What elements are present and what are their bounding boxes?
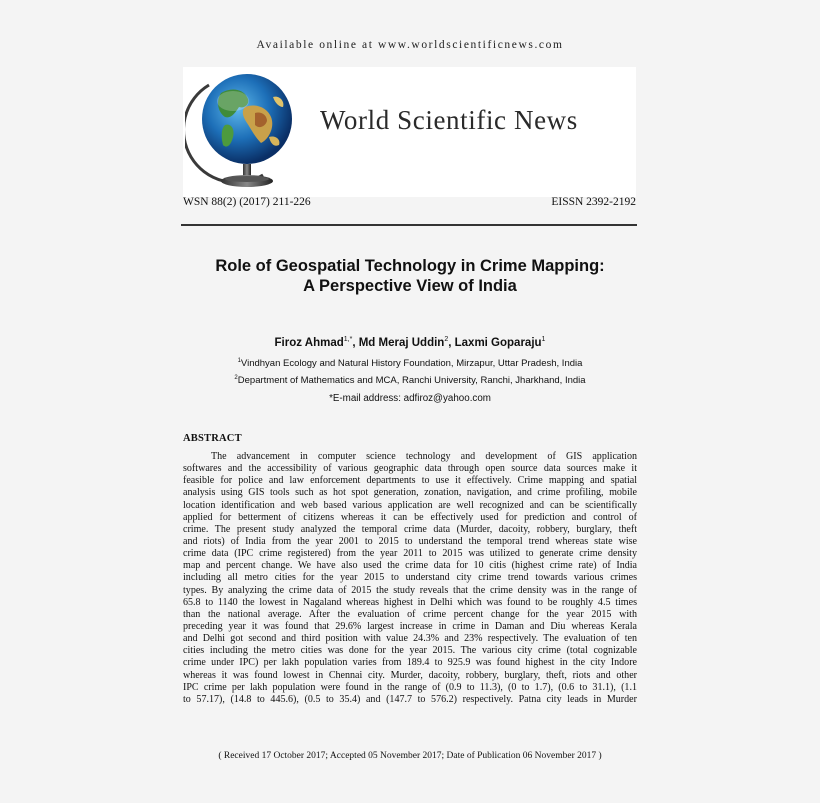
- paper-title-line-2: A Perspective View of India: [303, 277, 517, 295]
- abstract-line: cities including the metro cities was done for the year 2015. The various city crime (total cognizable: [183, 645, 637, 657]
- abstract-line: The advancement in computer science technology and development of GIS application: [211, 451, 637, 462]
- author-superscript: 1,*: [343, 336, 353, 343]
- abstract-line: and Delhi got second and third position with value 24.3% and 23% respectively. The evaluation of ten: [183, 633, 637, 645]
- abstract-line: analysis using GIS tools such as hot spot generation, zonation, navigation, and crime profiling, mobile: [183, 487, 637, 499]
- abstract-line: 65.8 to 1140 the lowest in Nagaland whereas highest in Delhi which was found to be roughly 4.5 times: [183, 596, 637, 608]
- abstract-line: applied for betterment of citizens whereas it can be effectively used for prediction and control of: [183, 511, 637, 523]
- author-separator: ,: [352, 337, 359, 349]
- affiliation-text: Department of Mathematics and MCA, Ranchi University, Ranchi, Jharkhand, India: [237, 375, 586, 386]
- abstract-line: types. By analyzing the crime data of 2015 the study reveals that the crime density was in the range of: [183, 584, 637, 596]
- abstract-line: and riots) of India from the year 2001 to 2015 to understand the temporal trend whereas state wise: [183, 535, 637, 547]
- abstract-line: softwares and the accessibility of various geographic data through open source data sources make it: [183, 463, 637, 475]
- author-superscript: 2: [444, 336, 449, 343]
- abstract-line: crime. The present study analyzed the temporal crime data (Murder, dacoity, robbery, burglary, theft: [183, 523, 637, 535]
- author-superscript: 1: [541, 336, 546, 343]
- journal-banner: [183, 67, 636, 197]
- header-rule: [181, 224, 637, 226]
- author-list: [160, 336, 660, 349]
- issue-line: [183, 196, 636, 212]
- author-separator: ,: [448, 337, 455, 349]
- abstract-line: including all metro cities for the year 2015 to understand city crime trend towards various crimes: [183, 572, 637, 584]
- abstract-line: IPC crime per lakh population were found in the range of (0.9 to 11.3), (0 to 1.7), (0.6 to 31.1), (1.1: [183, 681, 637, 693]
- availability-line: Available online at www.worldscientificnews.com: [256, 39, 564, 51]
- globe-logo: [185, 67, 305, 189]
- eissn: EISSN 2392-2192: [551, 196, 636, 208]
- abstract-line: whereas it was found lowest in Chennai city. Murder, dacoity, robbery, burglary, theft, riots and other: [183, 669, 637, 681]
- email-address: *E-mail address: adfiroz@yahoo.com: [329, 393, 491, 404]
- affiliation-2: [160, 375, 660, 386]
- issue-citation: WSN 88(2) (2017) 211-226: [183, 196, 311, 208]
- abstract-line: crime data (IPC crime registered) from the year 2011 to 2015 was utilized to generate crime density: [183, 548, 637, 560]
- received-dates: ( Received 17 October 2017; Accepted 05 November 2017; Date of Publication 06 November 2017 ): [218, 751, 602, 761]
- abstract-line: feasible for police and law enforcement departments to use it effectively. Crime mapping and spatial: [183, 475, 637, 487]
- affiliation-superscript: 1: [237, 358, 241, 364]
- abstract-body: [183, 451, 637, 706]
- abstract-line: preceding year it was found that 29.6% largest increase in crime in Daman and Diu whereas Kerala: [183, 620, 637, 632]
- affiliation-superscript: 2: [234, 375, 238, 381]
- abstract-line: crime under IPC) per lakh population varies from 189.4 to 925.9 was found highest in the city Indore: [183, 657, 637, 669]
- author-name: Firoz Ahmad: [274, 337, 344, 349]
- abstract-heading: ABSTRACT: [183, 433, 242, 444]
- journal-name: World Scientific News: [320, 105, 578, 135]
- author-name: Md Meraj Uddin: [358, 337, 445, 349]
- affiliation-text: Vindhyan Ecology and Natural History Foundation, Mirzapur, Uttar Pradesh, India: [240, 358, 583, 369]
- abstract-line: to 57.17), (14.8 to 445.6), (0.5 to 35.4) and (147.7 to 576.2) respectively. Patna city leads in Murder: [183, 693, 637, 705]
- paper-title-line-1: Role of Geospatial Technology in Crime Mapping:: [215, 257, 605, 275]
- abstract-line: than the national average. After the evaluation of crime percent change for the year 2015 with: [183, 608, 637, 620]
- affiliation-1: [160, 358, 660, 369]
- abstract-line: location identification and web based various application are well recognized and can be scientifically: [183, 499, 637, 511]
- author-name: Laxmi Goparaju: [454, 337, 542, 349]
- abstract-line: map and percent change. We have also used the crime data for 10 citis (highest crime rate) of India: [183, 560, 637, 572]
